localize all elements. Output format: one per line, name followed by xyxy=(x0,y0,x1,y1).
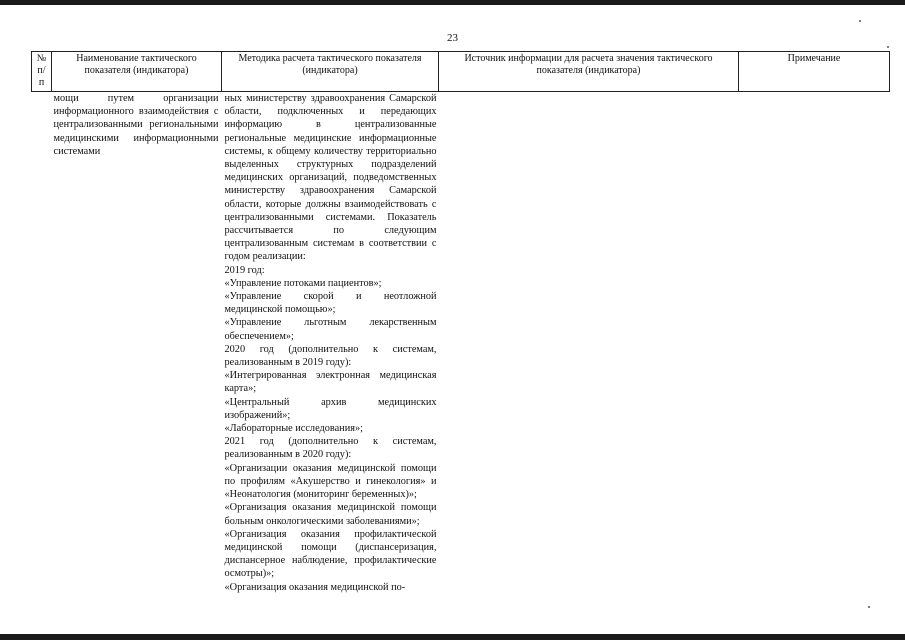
scan-speck xyxy=(868,606,870,608)
header-note: Примечание xyxy=(739,52,890,92)
cell-note xyxy=(739,92,890,594)
page-number: 23 xyxy=(447,32,458,44)
method-paragraph: «Интегрированная электронная медицинская карта»; xyxy=(224,370,437,395)
cell-source xyxy=(439,92,739,594)
scan-speck xyxy=(859,20,861,22)
method-paragraph: «Управление потоками пациентов»; xyxy=(224,277,382,289)
indicator-name-text: мощи путем организации информационного взаимодействия с централизованными региональными медицинскими информационными системами xyxy=(53,93,219,157)
method-paragraph: 2019 год: xyxy=(224,264,265,276)
method-paragraph: ных министерству здравоохранения Самарской области, подключенных и передающих информацию в централизованные региональные медицинские информационные системы, к общему количеству территориально выделенных структурных подразделений медицинских организаций, подведомственных министерству здравоохранения Самарской области, которые должны взаимодействовать с централизованными системами. Показатель рассчитывается по следующим централизованным системам в соответствии с годом реализации: xyxy=(224,93,437,263)
scan-border-bottom xyxy=(0,634,905,640)
scan-speck xyxy=(887,46,889,48)
method-paragraph: «Организация оказания медицинской помощи больным онкологическими заболеваниями»; xyxy=(224,502,437,527)
method-paragraph: «Организация оказания профилактической медицинской помощи (диспансеризация, диспансерное наблюдение, профилактические осмотры)»; xyxy=(224,528,437,580)
method-paragraph: 2021 год (дополнительно к системам, реализованным в 2020 году): xyxy=(224,436,437,461)
table-row xyxy=(32,92,890,594)
header-num: № п/п xyxy=(32,52,52,92)
table-header-row xyxy=(32,52,890,92)
cell-name xyxy=(52,92,222,594)
method-paragraph: «Лабораторные исследования»; xyxy=(224,423,363,435)
method-text xyxy=(222,92,439,594)
method-paragraph: «Управление скорой и неотложной медицинской помощью»; xyxy=(224,291,437,316)
method-paragraph: 2020 год (дополнительно к системам, реализованным в 2019 году): xyxy=(224,343,437,369)
cell-num xyxy=(32,92,52,594)
header-method: Методика расчета тактического показателя (индикатора) xyxy=(222,52,439,92)
scan-border-top xyxy=(0,0,905,5)
method-paragraph: «Центральный архив медицинских изображений»; xyxy=(224,396,437,421)
method-paragraph: «Организации оказания медицинской помощи по профилям «Акушерство и гинекология» и «Неонатология (мониторинг беременных)»; xyxy=(224,462,437,501)
header-name: Наименование тактического показателя (индикатора) xyxy=(52,52,222,92)
method-paragraph: «Организация оказания медицинской по- xyxy=(224,581,406,593)
header-source: Источник информации для расчета значения тактического показателя (индикатора) xyxy=(439,52,739,92)
cell-method xyxy=(222,92,439,594)
method-paragraph: «Управление льготным лекарственным обеспечением»; xyxy=(224,317,437,342)
indicator-table xyxy=(31,51,890,594)
